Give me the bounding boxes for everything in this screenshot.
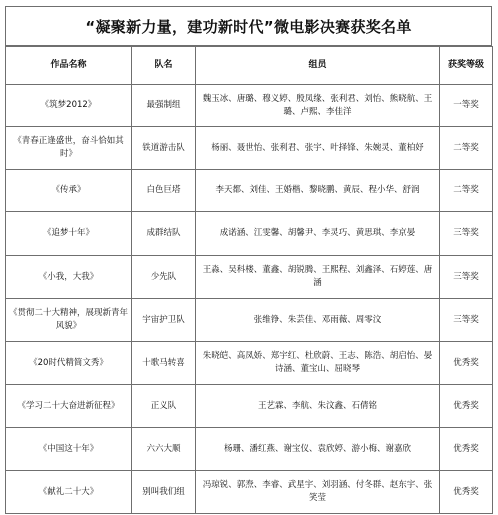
award-level-cell: 优秀奖 bbox=[440, 428, 493, 471]
work-name-cell: 《中国这十年》 bbox=[6, 428, 132, 471]
table-header-row bbox=[6, 47, 493, 85]
work-name-cell: 《传承》 bbox=[6, 170, 132, 212]
work-name-cell: 《追梦十年》 bbox=[6, 212, 132, 256]
award-level-cell: 二等奖 bbox=[440, 127, 493, 170]
award-level-cell: 三等奖 bbox=[440, 256, 493, 299]
header-team-name: 队名 bbox=[132, 47, 196, 85]
award-level-cell: 一等奖 bbox=[440, 85, 493, 127]
team-name-cell: 宇宙护卫队 bbox=[132, 299, 196, 342]
table-row bbox=[6, 299, 493, 342]
team-name-cell: 白色巨塔 bbox=[132, 170, 196, 212]
table-row bbox=[6, 85, 493, 127]
award-level-cell: 二等奖 bbox=[440, 170, 493, 212]
members-cell: 王淼、吴科楼、董鑫、胡锐腾、王熙程、刘鑫泽、石婷莲、唐涵 bbox=[196, 256, 440, 299]
table-row bbox=[6, 471, 493, 514]
team-name-cell: 铁道游击队 bbox=[132, 127, 196, 170]
team-name-cell: 成群结队 bbox=[132, 212, 196, 256]
table-row bbox=[6, 342, 493, 385]
work-name-cell: 《筑梦2012》 bbox=[6, 85, 132, 127]
header-members: 组员 bbox=[196, 47, 440, 85]
team-name-cell: 六六大顺 bbox=[132, 428, 196, 471]
award-table bbox=[5, 46, 493, 514]
work-name-cell: 《小我，大我》 bbox=[6, 256, 132, 299]
header-award-level: 获奖等级 bbox=[440, 47, 493, 85]
members-cell: 王艺霖、李航、朱汶鑫、石倩铭 bbox=[196, 385, 440, 428]
award-level-cell: 三等奖 bbox=[440, 299, 493, 342]
members-cell: 冯琼锐、郭焘、李睿、武星宇、刘羽涵、付冬群、赵东宇、张笑莹 bbox=[196, 471, 440, 514]
members-cell: 朱晓皑、高凤娇、郑宇红、杜欣蔚、王志、陈浩、胡启怡、晏诗涵、董宝山、屈晓琴 bbox=[196, 342, 440, 385]
table-row bbox=[6, 428, 493, 471]
team-name-cell: 最强制组 bbox=[132, 85, 196, 127]
work-name-cell: 《贯彻二十大精神，展现新青年风貌》 bbox=[6, 299, 132, 342]
members-cell: 杨珊、潘红燕、谢宝仪、袁欣婷、游小梅、谢嘉欣 bbox=[196, 428, 440, 471]
table-row bbox=[6, 170, 493, 212]
work-name-cell: 《青春正逢盛世，奋斗恰如其时》 bbox=[6, 127, 132, 170]
members-cell: 成诺涵、江雯馨、胡馨尹、李灵巧、黄思琪、李京晏 bbox=[196, 212, 440, 256]
members-cell: 杨丽、聂世怡、张利君、张宇、叶择锋、朱婉灵、董柏妤 bbox=[196, 127, 440, 170]
table-row bbox=[6, 212, 493, 256]
work-name-cell: 《献礼二十大》 bbox=[6, 471, 132, 514]
table-row bbox=[6, 385, 493, 428]
team-name-cell: 十歌马转喜 bbox=[132, 342, 196, 385]
table-row bbox=[6, 127, 493, 170]
work-name-cell: 《学习二十大奋进新征程》 bbox=[6, 385, 132, 428]
team-name-cell: 正义队 bbox=[132, 385, 196, 428]
team-name-cell: 少先队 bbox=[132, 256, 196, 299]
document-title: “凝聚新力量，建功新时代”微电影决赛获奖名单 bbox=[5, 6, 492, 46]
award-level-cell: 优秀奖 bbox=[440, 471, 493, 514]
work-name-cell: 《20时代精简文秀》 bbox=[6, 342, 132, 385]
members-cell: 李天都、刘佳、王婚楷、黎晓鹏、黄辰、程小华、舒润 bbox=[196, 170, 440, 212]
award-list-document bbox=[5, 6, 492, 512]
table-row bbox=[6, 256, 493, 299]
members-cell: 张维铮、朱芸佳、邓雨薇、周零汶 bbox=[196, 299, 440, 342]
award-level-cell: 三等奖 bbox=[440, 212, 493, 256]
award-level-cell: 优秀奖 bbox=[440, 342, 493, 385]
members-cell: 魏玉冰、唐璐、穆义婷、殷凤缘、张利君、刘怡、熊晓航、王璐、卢熙、李佳洋 bbox=[196, 85, 440, 127]
team-name-cell: 别叫我们组 bbox=[132, 471, 196, 514]
header-work-name: 作品名称 bbox=[6, 47, 132, 85]
award-level-cell: 优秀奖 bbox=[440, 385, 493, 428]
